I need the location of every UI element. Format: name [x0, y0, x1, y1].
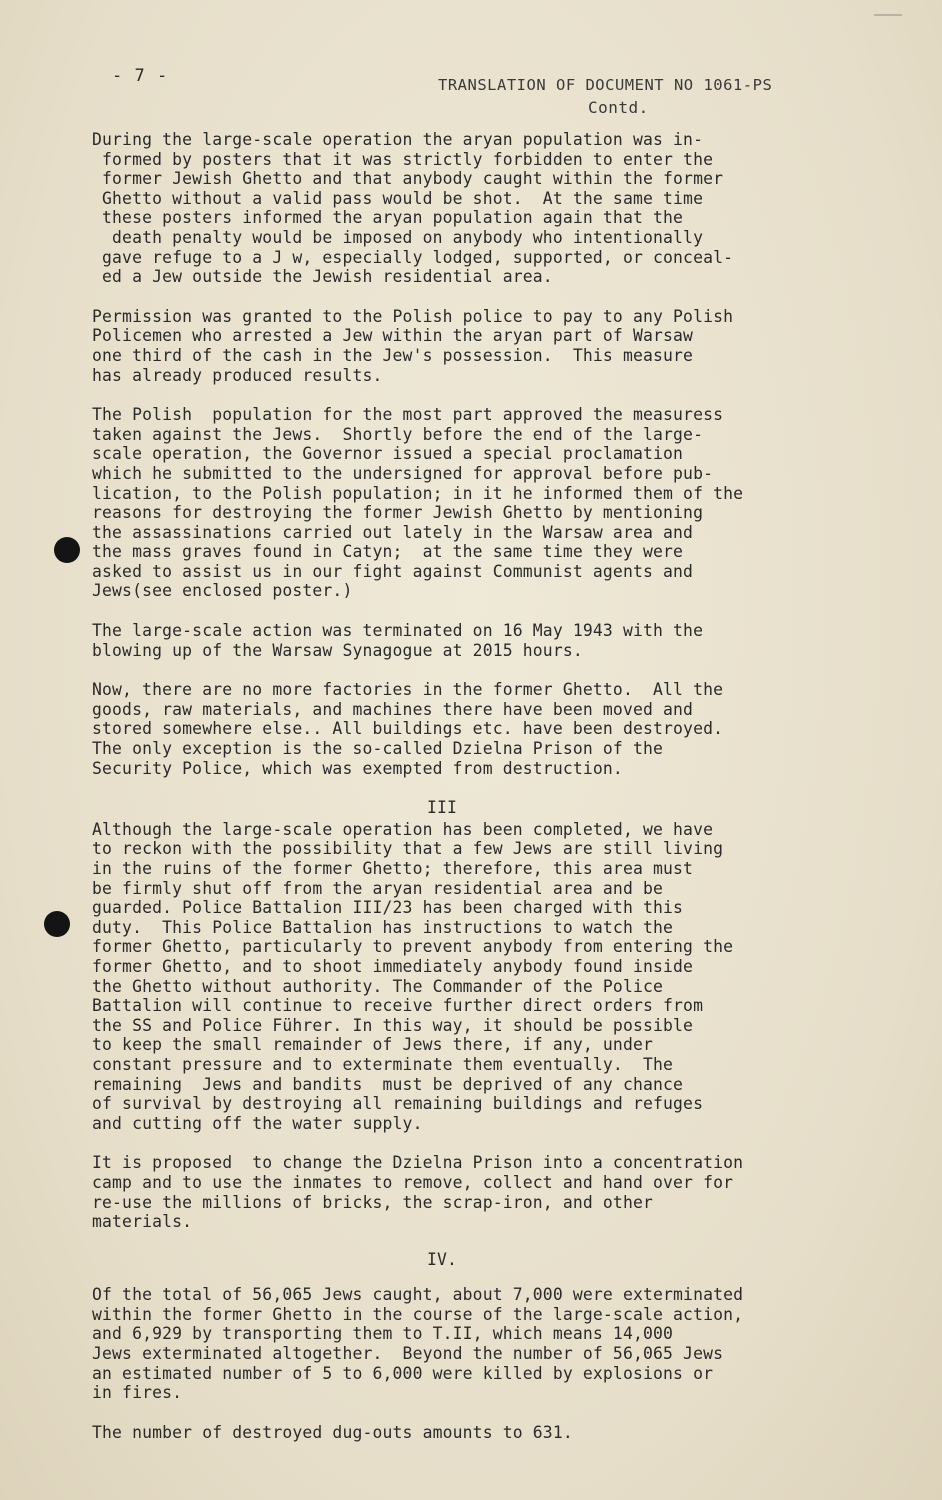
- text-line: Jews exterminated altogether. Beyond the number of 56,065 Jews: [92, 1344, 724, 1364]
- document-body: [92, 130, 872, 1462]
- text-line: remaining Jews and bandits must be deprived of any chance: [92, 1074, 684, 1094]
- text-line: asked to assist us in our fight against Communist agents and: [92, 561, 694, 581]
- paragraph: [92, 1285, 872, 1403]
- text-line: which he submitted to the undersigned for approval before pub-: [92, 463, 714, 483]
- document-header: [438, 76, 772, 117]
- section-iii-paragraphs: [92, 820, 872, 1232]
- text-line: these posters informed the aryan population again that the: [92, 208, 684, 228]
- text-line: be firmly shut off from the aryan residential area and be: [92, 878, 664, 898]
- text-line: one third of the cash in the Jew's possession. This measure: [92, 345, 694, 365]
- text-line: Of the total of 56,065 Jews caught, about 7,000 were exterminated: [92, 1285, 744, 1305]
- text-line: Although the large-scale operation has been completed, we have: [92, 819, 714, 839]
- text-line: guarded. Police Battalion III/23 has been charged with this: [92, 898, 684, 918]
- text-line: stored somewhere else.. All buildings etc. have been destroyed.: [92, 719, 724, 739]
- text-line: constant pressure and to exterminate them eventually. The: [92, 1054, 674, 1074]
- paragraph: [92, 1153, 872, 1231]
- opening-paragraphs: [92, 130, 872, 778]
- text-line: in the ruins of the former Ghetto; therefore, this area must: [92, 859, 694, 878]
- paper-speck: [874, 14, 902, 16]
- text-line: to reckon with the possibility that a few Jews are still living: [92, 839, 724, 859]
- text-line: in fires.: [92, 1383, 183, 1403]
- paragraph: [92, 680, 872, 778]
- paragraph: [92, 405, 872, 601]
- paragraph: [92, 820, 872, 1134]
- text-line: former Ghetto, particularly to prevent anybody from entering the: [92, 937, 734, 957]
- text-line: goods, raw materials, and machines there have been moved and: [92, 699, 694, 719]
- text-line: reasons for destroying the former Jewish Ghetto by mentioning: [92, 503, 704, 523]
- text-line: blowing up of the Warsaw Synagogue at 2015 hours.: [92, 640, 583, 660]
- punch-hole: [44, 911, 70, 937]
- paragraph: [92, 130, 872, 287]
- text-line: has already produced results.: [92, 365, 383, 385]
- text-line: to keep the small remainder of Jews there, if any, under: [92, 1035, 654, 1055]
- section-iv-paragraphs: [92, 1285, 872, 1442]
- text-line: The Polish population for the most part approved the measuress: [92, 405, 724, 425]
- text-line: the SS and Police Führer. In this way, it should be possible: [92, 1015, 694, 1035]
- text-line: of survival by destroying all remaining buildings and refuges: [92, 1094, 704, 1114]
- text-line: lication, to the Polish population; in it he informed them of the: [92, 483, 744, 503]
- section-heading-iii: III: [426, 798, 458, 818]
- text-line: the Ghetto without authority. The Commander of the Police: [92, 976, 664, 996]
- text-line: Now, there are no more factories in the former Ghetto. All the: [92, 680, 724, 700]
- text-line: materials.: [92, 1212, 193, 1232]
- text-line: Jews(see enclosed poster.): [92, 581, 353, 601]
- text-line: It is proposed to change the Dzielna Prison into a concentration: [92, 1153, 744, 1173]
- text-line: the assassinations carried out lately in the Warsaw area and: [92, 522, 694, 542]
- text-line: the mass graves found in Catyn; at the same time they were: [92, 542, 684, 562]
- text-line: The large-scale action was terminated on 16 May 1943 with the: [92, 621, 704, 641]
- text-line: Battalion will continue to receive further direct orders from: [92, 996, 704, 1016]
- continued-label: Contd.: [588, 98, 649, 117]
- text-line: death penalty would be imposed on anybody who intentionally: [92, 227, 704, 247]
- text-line: former Jewish Ghetto and that anybody caught within the former: [92, 169, 724, 189]
- text-line: Ghetto without a valid pass would be shot. At the same time: [92, 188, 704, 208]
- text-line: duty. This Police Battalion has instructions to watch the: [92, 917, 674, 937]
- paragraph: [92, 621, 872, 660]
- text-line: The only exception is the so-called Dzielna Prison of the: [92, 739, 664, 759]
- text-line: scale operation, the Governor issued a special proclamation: [92, 444, 684, 464]
- text-line: The number of destroyed dug-outs amounts to 631.: [92, 1422, 573, 1442]
- text-line: former Ghetto, and to shoot immediately anybody found inside: [92, 956, 694, 976]
- text-line: an estimated number of 5 to 6,000 were killed by explosions or: [92, 1363, 714, 1383]
- text-line: During the large-scale operation the aryan population was in-: [92, 130, 704, 149]
- text-line: Policemen who arrested a Jew within the aryan part of Warsaw: [92, 326, 694, 346]
- text-line: ed a Jew outside the Jewish residential area.: [92, 267, 553, 287]
- text-line: Security Police, which was exempted from destruction.: [92, 758, 623, 778]
- text-line: and cutting off the water supply.: [92, 1113, 423, 1133]
- text-line: Permission was granted to the Polish police to pay to any Polish: [92, 306, 734, 326]
- document-title: TRANSLATION OF DOCUMENT NO 1061-PS: [438, 76, 773, 94]
- text-line: re-use the millions of bricks, the scrap-iron, and other: [92, 1192, 654, 1212]
- text-line: camp and to use the inmates to remove, collect and hand over for: [92, 1172, 734, 1192]
- page-number: - 7 -: [112, 66, 169, 86]
- text-line: gave refuge to a J w, especially lodged, supported, or conceal-: [92, 247, 734, 267]
- punch-hole: [54, 537, 80, 563]
- section-heading-iv: IV.: [426, 1249, 458, 1269]
- paragraph: [92, 307, 872, 385]
- text-line: and 6,929 by transporting them to T.II, which means 14,000: [92, 1324, 674, 1344]
- paragraph: [92, 1423, 872, 1443]
- text-line: formed by posters that it was strictly forbidden to enter the: [92, 149, 714, 169]
- text-line: within the former Ghetto in the course of the large-scale action,: [92, 1304, 744, 1324]
- text-line: taken against the Jews. Shortly before the end of the large-: [92, 424, 704, 444]
